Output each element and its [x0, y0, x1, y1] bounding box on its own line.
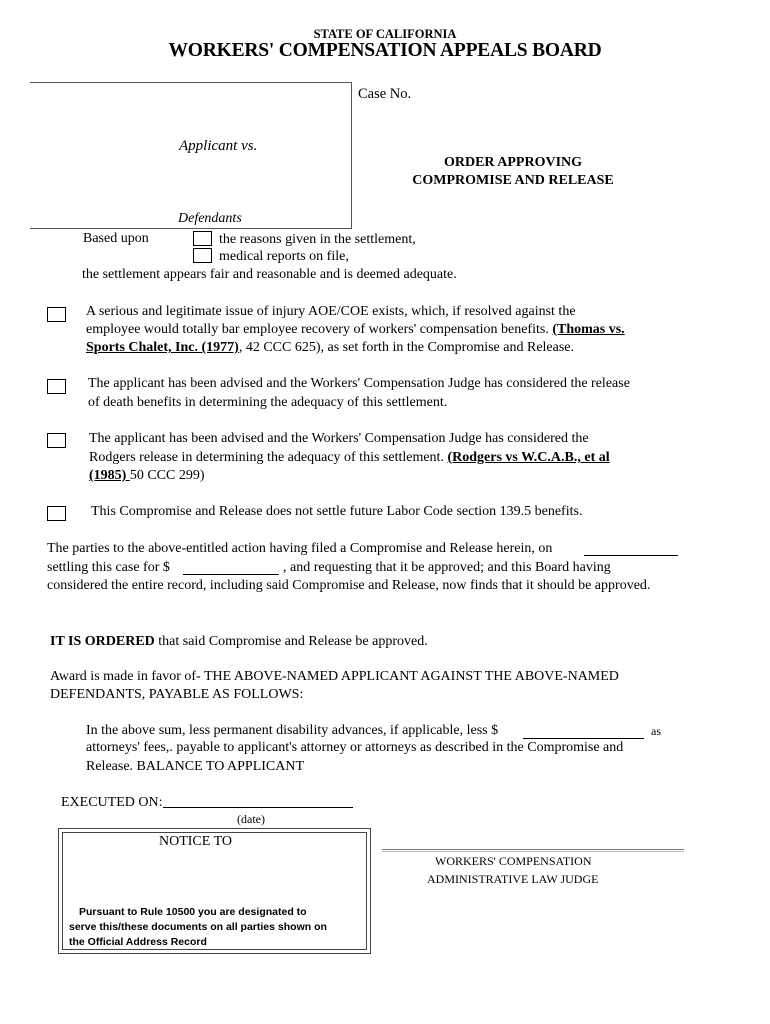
signature-line-shadow	[382, 851, 684, 852]
order-statement	[50, 634, 428, 650]
rodgers-citation: (Rodgers vs W.C.A.B., et al	[447, 450, 610, 465]
aoe-coe-line2-text: employee would totally bar employee recovery of workers' compensation benefits.	[86, 322, 553, 337]
death-benefits-line2: of death benefits in determining the adequacy of this settlement.	[88, 395, 448, 410]
thomas-citation: (Thomas vs.	[552, 322, 625, 337]
board-heading: WORKERS' COMPENSATION APPEALS BOARD	[168, 40, 602, 61]
fees-line1: In the above sum, less permanent disability advances, if applicable, less $	[86, 723, 499, 738]
filing-line1: The parties to the above-entitled action having filed a Compromise and Release herein, on	[47, 541, 553, 556]
rodgers-line1: The applicant has been advised and the Workers' Compensation Judge has considered the	[89, 431, 589, 446]
date-label: (date)	[237, 812, 265, 826]
award-line1: Award is made in favor of- THE ABOVE-NAMED APPLICANT AGAINST THE ABOVE-NAMED	[50, 669, 619, 684]
rule-notice-line2: serve this/these documents on all parties shown on	[69, 921, 327, 933]
reasons-checkbox[interactable]	[193, 231, 212, 246]
caption-box-top-line	[30, 82, 352, 83]
death-benefits-line1: The applicant has been advised and the Workers' Compensation Judge has considered the release	[88, 376, 630, 391]
fees-line2: attorneys' fees,. payable to applicant's attorney or attorneys as described in the Compromise and	[86, 740, 624, 755]
rodgers-line3	[89, 468, 205, 484]
death-benefits-checkbox[interactable]	[47, 379, 66, 394]
rule-notice-line1: Pursuant to Rule 10500 you are designated to	[79, 906, 307, 918]
filing-line2-end: , and requesting that it be approved; and this Board having	[283, 560, 611, 575]
order-rest: that said Compromise and Release be approved.	[154, 634, 428, 649]
sports-chalet-citation: Sports Chalet, Inc. (1977)	[86, 340, 239, 355]
aoe-coe-line1: A serious and legitimate issue of injury AOE/COE exists, which, if resolved against the	[86, 304, 576, 319]
rodgers-line2-text: Rodgers release in determining the adequacy of this settlement.	[89, 450, 448, 465]
signature-line[interactable]	[382, 849, 684, 850]
filing-line2-start: settling this case for $	[47, 560, 170, 575]
rodgers-year-citation: (1985)	[89, 468, 130, 483]
rule-notice-line3: the Official Address Record	[69, 936, 207, 948]
caption-box-bottom-line	[30, 228, 352, 229]
rodgers-line3-text: 50 CCC 299)	[129, 468, 205, 483]
defendants-label: Defendants	[178, 211, 242, 226]
award-line2: DEFENDANTS, PAYABLE AS FOLLOWS:	[50, 687, 304, 702]
case-no-label: Case No.	[358, 86, 412, 102]
settlement-amount-field[interactable]	[183, 574, 279, 575]
based-upon-label: Based upon	[83, 231, 149, 246]
order-title-line2: COMPROMISE AND RELEASE	[412, 173, 614, 188]
applicant-label: Applicant vs.	[179, 138, 258, 154]
medical-reports-option-label: medical reports on file,	[219, 249, 349, 264]
notice-to-title: NOTICE TO	[159, 834, 232, 849]
medical-reports-checkbox[interactable]	[193, 248, 212, 263]
aoe-coe-checkbox[interactable]	[47, 307, 66, 322]
rodgers-checkbox[interactable]	[47, 433, 66, 448]
order-title-line1: ORDER APPROVING	[443, 155, 583, 170]
judge-title-line1: WORKERS' COMPENSATION	[435, 854, 592, 868]
aoe-coe-line3	[86, 340, 574, 356]
filing-line3: considered the entire record, including said Compromise and Release, now finds that it should be approved.	[47, 578, 651, 593]
judge-title-line2: ADMINISTRATIVE LAW JUDGE	[427, 872, 599, 886]
aoe-coe-line3-text: , 42 CCC 625), as set forth in the Compromise and Release.	[238, 340, 575, 355]
attorney-fee-field[interactable]	[523, 738, 644, 739]
it-is-ordered: IT IS ORDERED	[50, 634, 155, 649]
executed-on-label: EXECUTED ON:	[61, 795, 163, 810]
labor-code-statement: This Compromise and Release does not settle future Labor Code section 139.5 benefits.	[91, 504, 583, 519]
rodgers-line2	[89, 450, 610, 466]
filing-date-field[interactable]	[584, 555, 678, 556]
aoe-coe-line2	[86, 322, 625, 338]
caption-box-right-line	[351, 82, 352, 229]
state-heading: STATE OF CALIFORNIA	[313, 27, 457, 41]
adequacy-statement: the settlement appears fair and reasonable and is deemed adequate.	[82, 267, 457, 282]
fees-line3: Release. BALANCE TO APPLICANT	[86, 759, 305, 774]
executed-date-field[interactable]	[163, 807, 353, 808]
reasons-option-label: the reasons given in the settlement,	[219, 232, 416, 247]
fees-as: as	[651, 724, 661, 738]
labor-code-checkbox[interactable]	[47, 506, 66, 521]
